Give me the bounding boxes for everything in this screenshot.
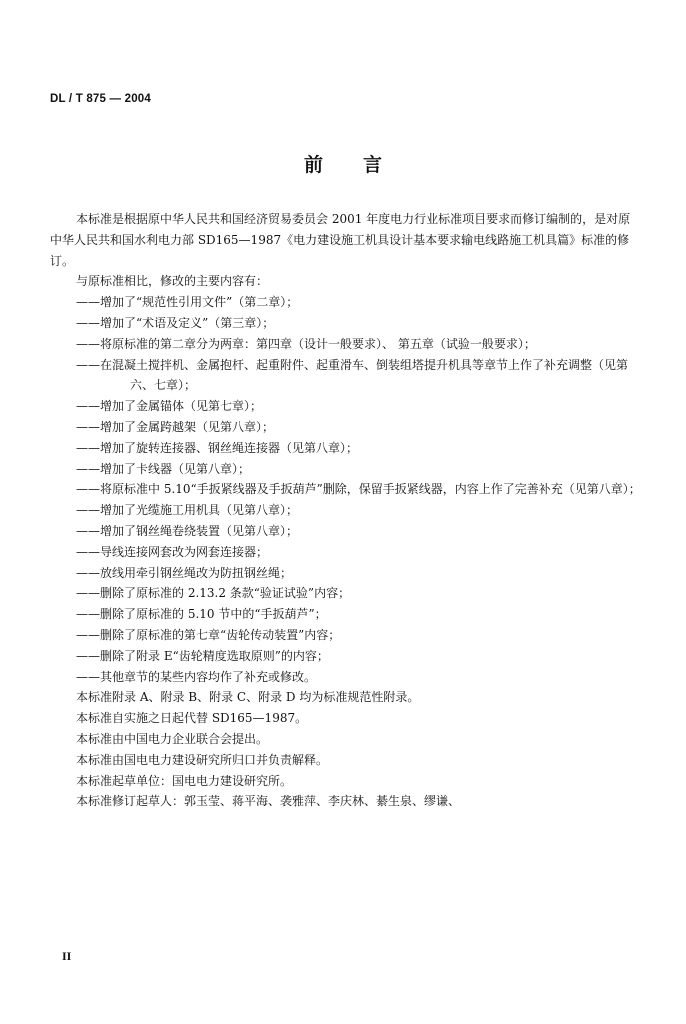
intro-paragraph: 本标准是根据原中华人民共和国经济贸易委员会 2001 年度电力行业标准项目要求而修订编制的，是对原中华人民共和国水利电力部 SD165—1987《电力建设施工机具设计基本要求输电线路施工机具篇》标准的修订。: [50, 212, 631, 268]
changes-list: [50, 292, 642, 687]
change-item-text: ——将原标准中 5.10“手扳紧线器及手扳葫芦”删除，保留手扳紧线器，内容上作了完善补充（见第八章）；: [76, 482, 641, 497]
change-item: [50, 292, 642, 313]
change-item-text: ——增加了光缆施工用机具（见第八章）；: [76, 503, 299, 518]
closing-paragraph: 本标准附录 A、附录 B、附录 C、附录 D 均为标准规范性附录。: [76, 690, 420, 705]
change-item: [50, 542, 642, 563]
change-item: [50, 459, 642, 480]
change-item-text: ——在混凝土搅拌机、金属抱杆、起重附件、起重滑车、倒装组塔提升机具等章节上作了补充调整（见第六、七章）；: [76, 357, 629, 393]
change-item: [50, 313, 642, 334]
change-item-text: ——增加了卡线器（见第八章）；: [76, 461, 251, 476]
change-item: [50, 604, 642, 625]
change-item: [50, 521, 642, 542]
change-item-text: ——导线连接网套改为网套连接器；: [76, 544, 269, 559]
change-item-text: ——删除了原标准的 2.13.2 条款“验证试验”内容；: [76, 586, 351, 601]
change-item-text: ——增加了旋转连接器、钢丝绳连接器（见第八章）；: [76, 440, 359, 455]
page-title: 前言: [303, 154, 422, 176]
change-item-text: ——将原标准的第二章分为两章：第四章（设计一般要求）、 第五章（试验一般要求）；: [76, 336, 536, 351]
change-item: [50, 396, 642, 417]
change-item: [50, 583, 642, 604]
change-item-text: ——增加了“术语及定义”（第三章）；: [76, 315, 275, 330]
closing-paragraphs: [50, 687, 642, 812]
closing-paragraph: 本标准修订起草人：郭玉莹、蒋平海、袭雅萍、李庆林、綦生泉、缪谦、: [76, 794, 461, 809]
page-number: II: [62, 949, 72, 963]
foreword-body: [50, 209, 642, 812]
change-item: [50, 355, 642, 397]
change-item: [50, 667, 642, 688]
closing-paragraph: 本标准由中国电力企业联合会提出。: [76, 731, 269, 746]
change-item-text: ——增加了钢丝绳卷绕装置（见第八章）；: [76, 523, 299, 538]
change-item-text: ——删除了原标准的第七章“齿轮传动装置”内容；: [76, 627, 341, 642]
change-item: [50, 479, 642, 500]
changes-lead: 与原标准相比，修改的主要内容有：: [76, 274, 269, 289]
change-item: [50, 563, 642, 584]
change-item-text: ——增加了金属锚体（见第七章）；: [76, 399, 263, 414]
change-item: [50, 417, 642, 438]
change-item-text: ——其他章节的某些内容均作了补充或修改。: [76, 669, 317, 684]
change-item: [50, 438, 642, 459]
change-item-text: ——删除了原标准的 5.10 节中的“手扳葫芦”；: [76, 607, 327, 622]
change-item: [50, 334, 642, 355]
change-item-text: ——增加了“规范性引用文件”（第二章）；: [76, 295, 299, 310]
standard-code: DL / T 875 — 2004: [50, 93, 151, 105]
change-item-text: ——增加了金属跨越架（见第八章）；: [76, 419, 275, 434]
closing-paragraph: 本标准由国电电力建设研究所归口并负责解释。: [76, 752, 329, 767]
change-item-text: ——删除了附录 E“齿轮精度选取原则”的内容；: [76, 648, 329, 663]
change-item: [50, 500, 642, 521]
closing-paragraph: 本标准自实施之日起代替 SD165—1987。: [76, 711, 308, 726]
change-item: [50, 625, 642, 646]
change-item: [50, 646, 642, 667]
change-item-text: ——放线用牵引钢丝绳改为防扭钢丝绳；: [76, 565, 293, 580]
closing-paragraph: 本标准起草单位：国电电力建设研究所。: [76, 773, 293, 788]
